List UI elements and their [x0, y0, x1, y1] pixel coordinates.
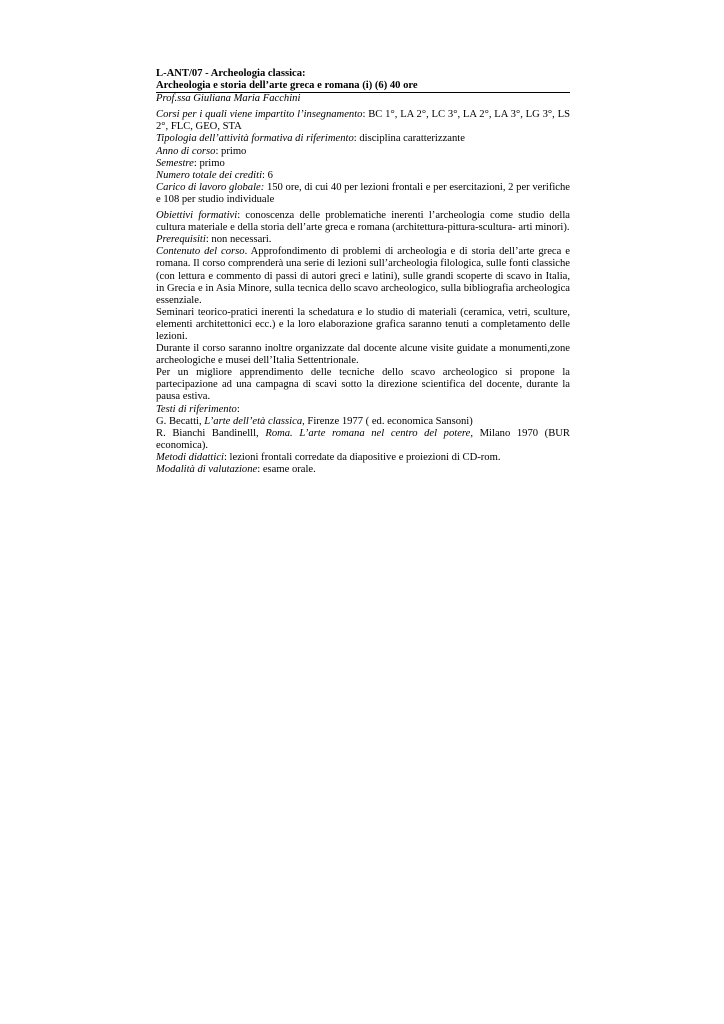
crediti-label: Numero totale dei crediti — [156, 169, 263, 181]
reference-1-title: L’arte dell’età classica — [204, 415, 303, 427]
reference-2-author: R. Bianchi Bandinelll, — [156, 427, 266, 439]
crediti-value: : 6 — [262, 169, 273, 181]
corsi-label: Corsi per i quali viene impartito l’insegnamento — [156, 109, 363, 121]
tipologia-label: Tipologia dell’attività formativa di riferimento — [156, 133, 354, 145]
carico-value: 150 ore, di cui 40 per lezioni frontali e per esercitazioni, 2 per verifiche e 108 per studio individuale — [156, 181, 571, 205]
prerequisiti-value: : non necessari. — [205, 234, 272, 246]
carico-label: Carico di lavoro globale: — [156, 181, 265, 193]
metodi-value: : lezioni frontali corredate da diapositive e proiezioni di CD-rom. — [223, 451, 501, 463]
tipologia-paragraph — [156, 133, 570, 145]
professor-name: Prof.ssa Giuliana Maria Facchini — [156, 93, 301, 105]
valutazione-value: : esame orale. — [257, 464, 316, 475]
contenuto-value: . Approfondimento di problemi di archeologia e di storia dell’arte greca e romana. Il corso comprenderà una serie di lezioni sull’archeologia filologica, sulle fonti classiche (con lettura e commento di passi di autori greci e latini), sulle grandi scoperte di scavo in Italia, in Grecia e in Asia Minore, sulla tecnica dello scavo archeologico, sulla bibliografia archeologica essenziale. — [156, 246, 570, 306]
semestre-paragraph — [156, 158, 570, 170]
valutazione-label: Modalità di valutazione — [156, 464, 258, 475]
reference-2 — [156, 428, 570, 452]
obiettivi-paragraph — [156, 210, 570, 234]
corsi-value: : BC 1°, LA 2°, LC 3°, LA 2°, LA 3°, LG 3°, LS 2°, FLC, GEO, STA — [156, 109, 570, 133]
contenuto-label: Contenuto del corso — [156, 246, 245, 258]
course-title: Archeologia e storia dell’arte greca e romana (i) (6) 40 ore — [156, 80, 570, 93]
semestre-label: Semestre — [156, 157, 194, 169]
visite-paragraph: Durante il corso saranno inoltre organizzate dal docente alcune visite guidate a monumenti,zone archeologiche e musei dell’Italia Settentrionale. — [156, 343, 570, 367]
testi-paragraph — [156, 404, 570, 416]
anno-label: Anno di corso — [156, 145, 216, 157]
prerequisiti-label: Prerequisiti — [156, 234, 206, 246]
seminari-paragraph: Seminari teorico-pratici inerenti la schedatura e lo studio di materiali (ceramica, vetri, sculture, elementi architettonici ecc.) e la loro elaborazione grafica saranno tenuti a completamento delle lezioni. — [156, 306, 570, 342]
testi-label: Testi di riferimento — [156, 403, 237, 415]
obiettivi-value: : conoscenza delle problematiche inerenti l’archeologia come studio della cultura materiale e della storia dell’arte greca e romana (architettura-pittura-scultura- arti minori). — [156, 210, 570, 234]
reference-2-rest: , Milano 1970 (BUR economica). — [156, 427, 570, 451]
carico-paragraph — [156, 182, 570, 206]
metodi-label: Metodi didattici — [156, 451, 224, 463]
testi-colon: : — [236, 403, 240, 415]
anno-value: : primo — [215, 145, 247, 157]
crediti-paragraph — [156, 170, 570, 182]
reference-1-author: G. Becatti, — [156, 415, 205, 427]
reference-1-rest: , Firenze 1977 ( ed. economica Sansoni) — [302, 415, 473, 427]
obiettivi-label: Obiettivi formativi — [156, 210, 238, 222]
tipologia-value: : disciplina caratterizzante — [353, 133, 465, 145]
corsi-paragraph — [156, 109, 570, 133]
reference-2-title: Roma. L’arte romana nel centro del potere — [265, 427, 471, 439]
course-code-title: L-ANT/07 - Archeologia classica: — [156, 68, 306, 79]
reference-1 — [156, 416, 570, 428]
semestre-value: : primo — [193, 157, 225, 169]
valutazione-paragraph — [156, 464, 570, 476]
contenuto-paragraph — [156, 246, 570, 306]
metodi-paragraph — [156, 452, 570, 464]
document-page — [156, 68, 570, 476]
anno-paragraph — [156, 146, 570, 158]
prerequisiti-paragraph — [156, 234, 570, 246]
scavi-paragraph: Per un migliore apprendimento delle tecniche dello scavo archeologico si propone la partecipazione ad una campagna di scavi sotto la direzione scientifica del docente, durante la pausa estiva. — [156, 367, 570, 403]
